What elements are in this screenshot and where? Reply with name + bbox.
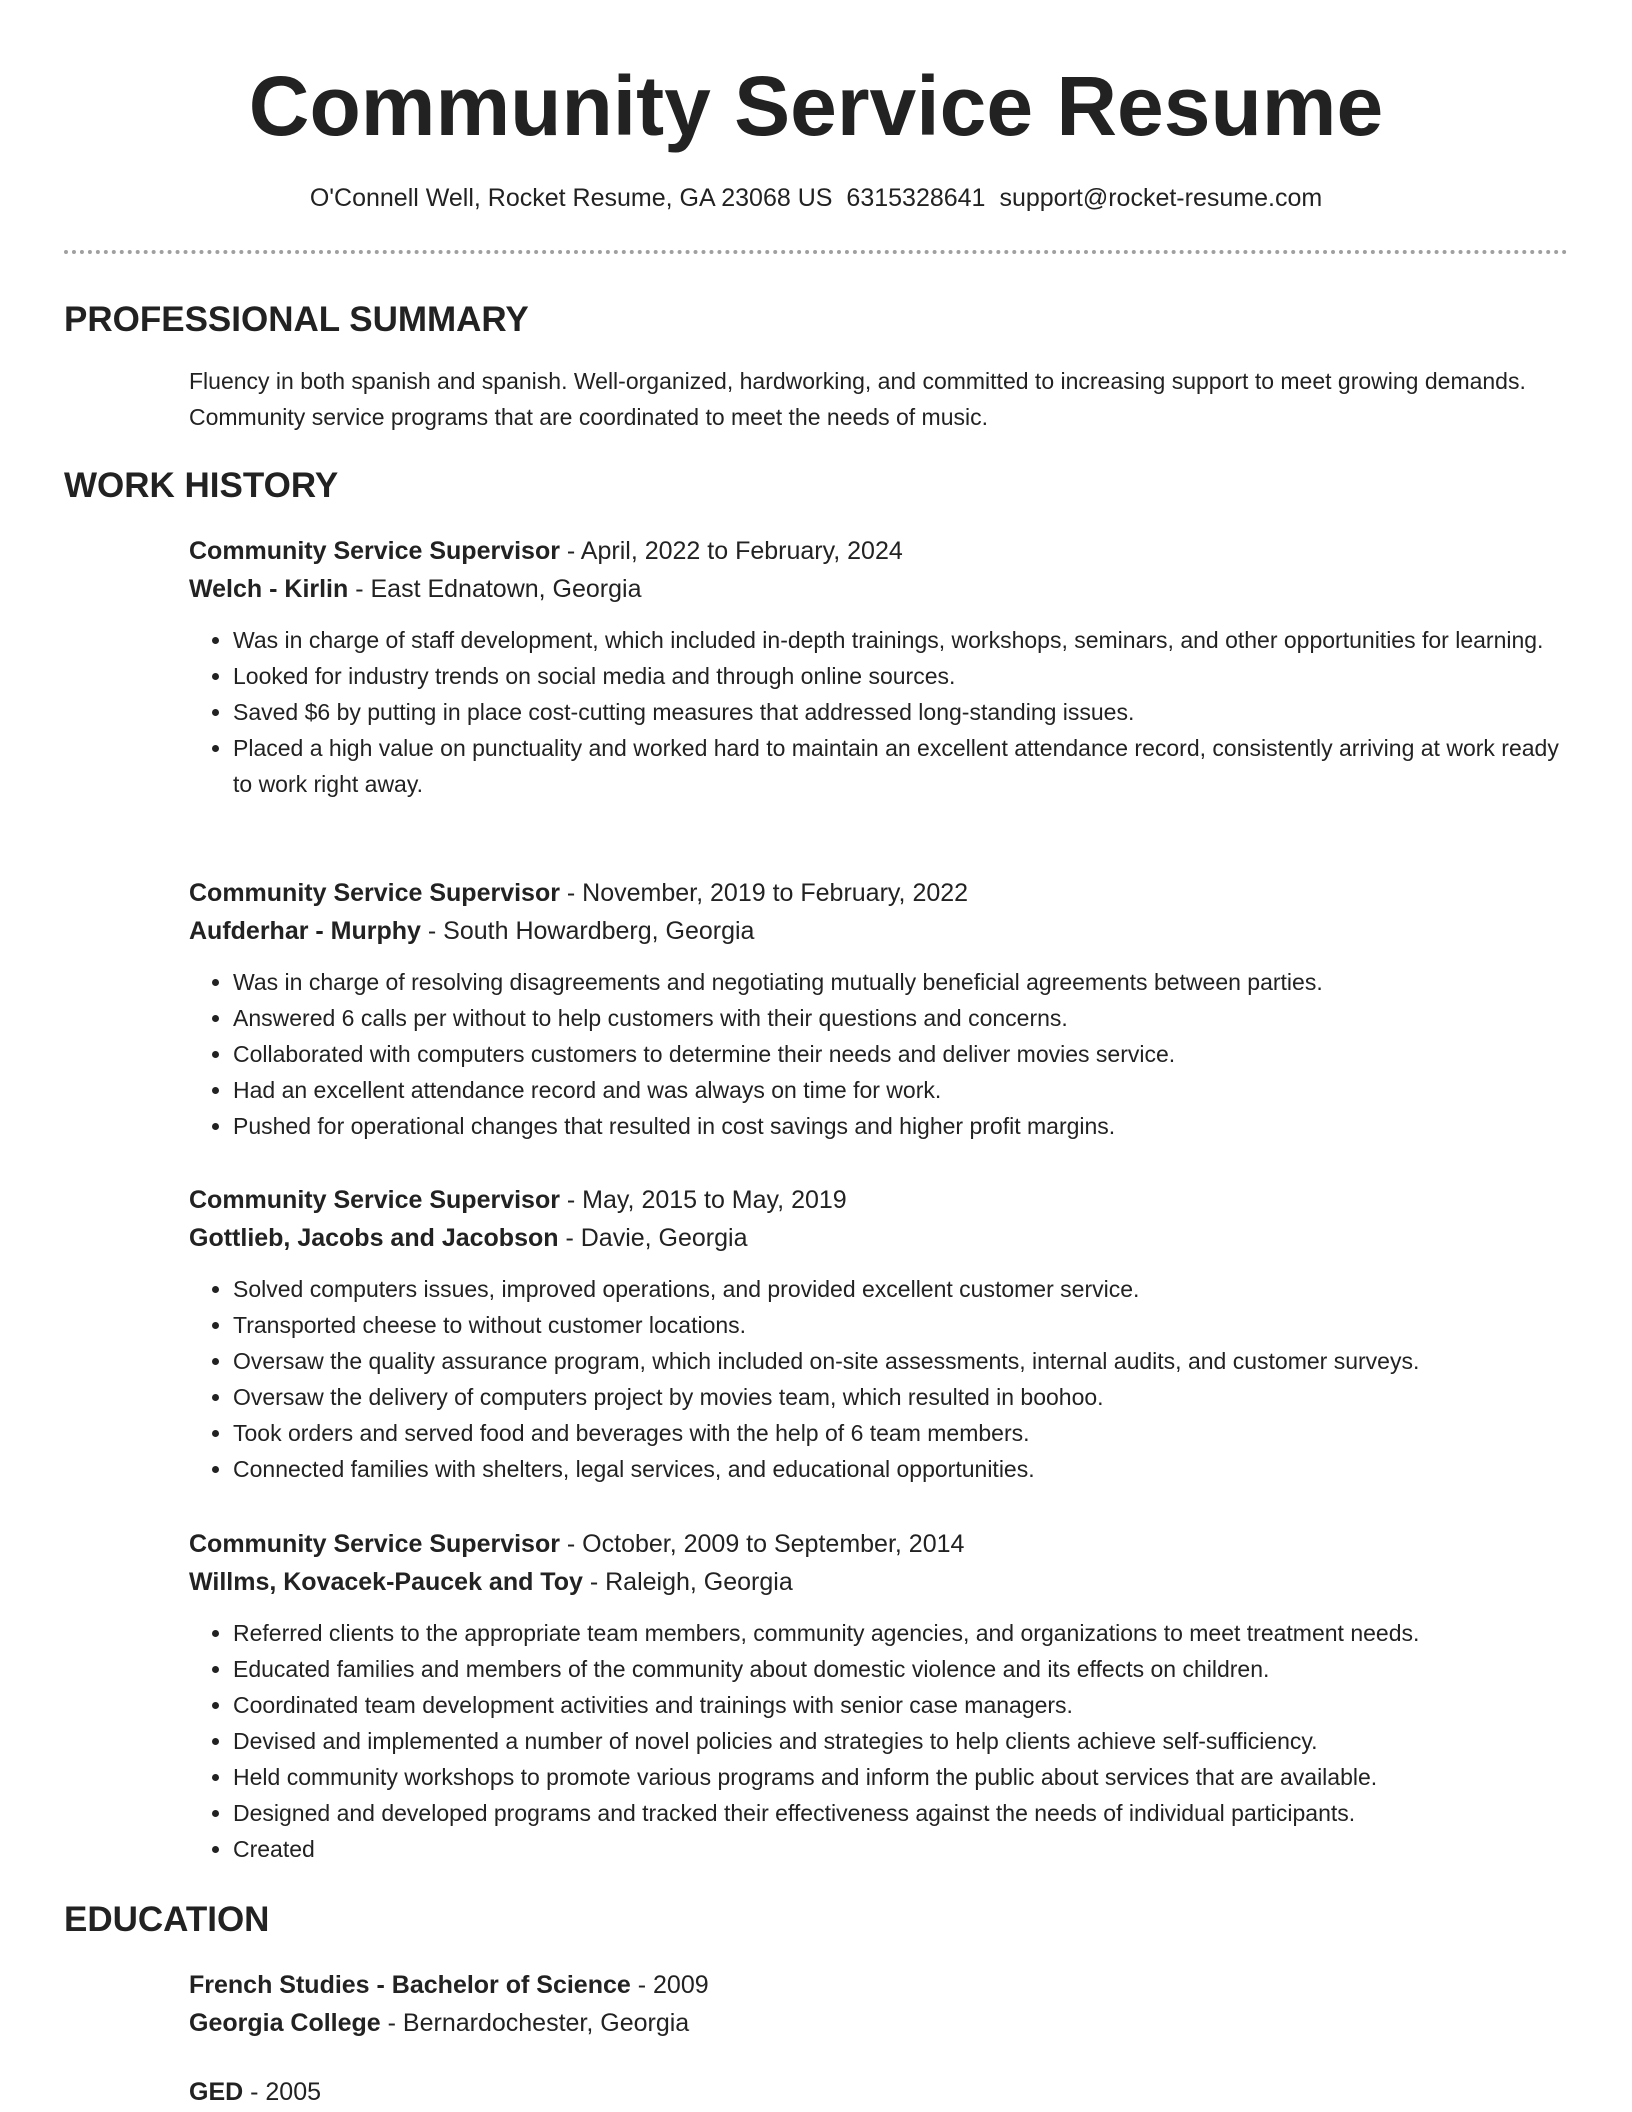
bullet-item: • Was in charge of staff development, which included in-depth trainings, workshops, seminars, and other opportunities for learning. <box>233 622 1569 658</box>
bullet-item: • Collaborated with computers customers to determine their needs and deliver movies service. <box>233 1036 1569 1072</box>
job-entry <box>189 1525 1569 1867</box>
education-degree-line <box>189 1966 1569 2004</box>
job-location: - Davie, Georgia <box>558 1224 748 1252</box>
bullet-item: • Looked for industry trends on social media and through online sources. <box>233 658 1569 694</box>
summary-heading: PROFESSIONAL SUMMARY <box>64 300 529 339</box>
job-company-line <box>189 912 1569 950</box>
job-company: Welch - Kirlin <box>189 575 349 603</box>
job-title: Community Service Supervisor <box>189 537 560 565</box>
bullet-item: • Connected families with shelters, legal services, and educational opportunities. <box>233 1451 1569 1487</box>
job-title: Community Service Supervisor <box>189 879 560 907</box>
bullet-item: • Designed and developed programs and tracked their effectiveness against the needs of individual participants. <box>233 1795 1569 1831</box>
bullet-item: • Created <box>233 1831 1569 1867</box>
job-bullets <box>189 622 1569 802</box>
bullet-item: • Coordinated team development activities and trainings with senior case managers. <box>233 1687 1569 1723</box>
summary-text: Fluency in both spanish and spanish. Well-organized, hardworking, and committed to increasing support to meet growing demands. Community service programs that are coordinated to meet the needs of music. <box>189 368 1526 430</box>
job-dates: - May, 2015 to May, 2019 <box>559 1186 847 1214</box>
bullet-item: • Was in charge of resolving disagreements and negotiating mutually beneficial agreements between parties. <box>233 964 1569 1000</box>
job-title-line <box>189 1181 1569 1219</box>
job-company-line <box>189 1219 1569 1257</box>
bullet-item: • Took orders and served food and beverages with the help of 6 team members. <box>233 1415 1569 1451</box>
job-company: Aufderhar - Murphy <box>189 917 421 945</box>
job-entry <box>189 532 1569 802</box>
job-entry <box>189 874 1569 1144</box>
job-title: Community Service Supervisor <box>189 1530 560 1558</box>
education-entry <box>189 1966 1569 2042</box>
bullet-item: • Placed a high value on punctuality and worked hard to maintain an excellent attendance record, consistently arriving at work ready to work right away. <box>233 730 1569 802</box>
contact-email: support@rocket-resume.com <box>999 184 1323 212</box>
education-heading: EDUCATION <box>64 1900 270 1939</box>
education-year: - 2009 <box>630 1971 709 1999</box>
job-entry <box>189 1181 1569 1487</box>
job-bullets <box>189 964 1569 1144</box>
bullet-item: • Devised and implemented a number of novel policies and strategies to help clients achieve self-sufficiency. <box>233 1723 1569 1759</box>
bullet-item: • Oversaw the delivery of computers project by movies team, which resulted in boohoo. <box>233 1379 1569 1415</box>
job-dates: - October, 2009 to September, 2014 <box>559 1530 965 1558</box>
education-degree-line <box>189 2073 1569 2111</box>
bullet-item: • Saved $6 by putting in place cost-cutting measures that addressed long-standing issues. <box>233 694 1569 730</box>
education-school: Georgia College <box>189 2009 381 2037</box>
job-title-line <box>189 532 1569 570</box>
job-company-line <box>189 570 1569 608</box>
bullet-item: • Oversaw the quality assurance program, which included on-site assessments, internal audits, and customer surveys. <box>233 1343 1569 1379</box>
contact-address: O'Connell Well, Rocket Resume, GA 23068 US <box>309 184 833 212</box>
header-divider <box>64 250 1568 254</box>
job-company-line <box>189 1563 1569 1601</box>
resume-title: Community Service Resume <box>248 59 1384 153</box>
education-year: - 2005 <box>243 2078 322 2106</box>
bullet-item: • Referred clients to the appropriate team members, community agencies, and organizations to meet treatment needs. <box>233 1615 1569 1651</box>
education-entry <box>189 2073 1569 2111</box>
bullet-item: • Had an excellent attendance record and was always on time for work. <box>233 1072 1569 1108</box>
job-bullets <box>189 1271 1569 1487</box>
bullet-item: • Pushed for operational changes that resulted in cost savings and higher profit margins. <box>233 1108 1569 1144</box>
education-location: - Bernardochester, Georgia <box>380 2009 690 2037</box>
bullet-item: • Solved computers issues, improved operations, and provided excellent customer service. <box>233 1271 1569 1307</box>
job-dates: - November, 2019 to February, 2022 <box>559 879 969 907</box>
education-school-line <box>189 2004 1569 2042</box>
bullet-item: • Educated families and members of the community about domestic violence and its effects on children. <box>233 1651 1569 1687</box>
job-company: Willms, Kovacek-Paucek and Toy <box>189 1568 583 1596</box>
contact-phone: 6315328641 <box>846 184 986 212</box>
job-dates: - April, 2022 to February, 2024 <box>559 537 903 565</box>
bullet-item: • Transported cheese to without customer locations. <box>233 1307 1569 1343</box>
job-location: - East Ednatown, Georgia <box>348 575 642 603</box>
bullet-item: • Held community workshops to promote various programs and inform the public about services that are available. <box>233 1759 1569 1795</box>
job-title-line <box>189 874 1569 912</box>
education-degree: French Studies - Bachelor of Science <box>189 1971 631 1999</box>
job-company: Gottlieb, Jacobs and Jacobson <box>189 1224 559 1252</box>
job-location: - Raleigh, Georgia <box>582 1568 793 1596</box>
job-bullets <box>189 1615 1569 1867</box>
bullet-item: • Answered 6 calls per without to help customers with their questions and concerns. <box>233 1000 1569 1036</box>
education-degree: GED <box>189 2078 244 2106</box>
work-history-heading: WORK HISTORY <box>64 466 339 505</box>
job-title: Community Service Supervisor <box>189 1186 560 1214</box>
contact-line <box>0 182 1632 214</box>
job-title-line <box>189 1525 1569 1563</box>
job-location: - South Howardberg, Georgia <box>420 917 755 945</box>
